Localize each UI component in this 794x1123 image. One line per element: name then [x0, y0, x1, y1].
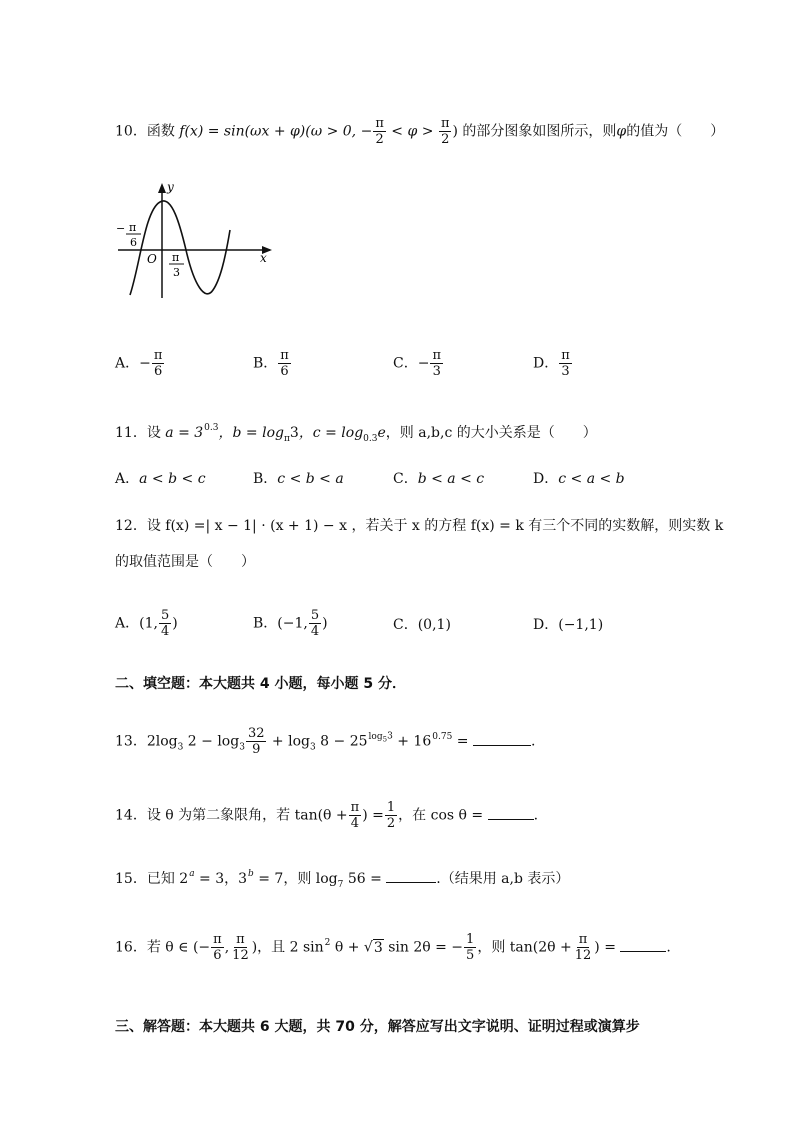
q15-stem — [115, 864, 569, 895]
fraction-denominator: 2 — [386, 816, 396, 831]
q10-text: 的值为（ ） — [626, 123, 725, 140]
q14-stem — [115, 800, 538, 831]
subscript: π — [283, 434, 290, 444]
option-letter: B． — [253, 355, 278, 372]
q12-option-b[interactable] — [253, 608, 328, 639]
fraction — [159, 608, 171, 639]
option-text: b < a < c — [417, 471, 485, 487]
option-letter: C． — [393, 355, 418, 372]
exponent-subscript: 5 — [382, 735, 388, 744]
option-letter: C． — [393, 617, 418, 633]
q13-stem — [115, 726, 535, 758]
question-number: 13． — [115, 733, 147, 750]
fraction-numerator: π — [153, 348, 163, 363]
expr-part: + 16 — [392, 733, 432, 750]
exponent: b — [248, 869, 254, 879]
q10-option-a[interactable] — [115, 348, 165, 379]
option-letter: D． — [533, 617, 559, 633]
answer-blank[interactable] — [473, 732, 531, 746]
q16-stem: 16．若 θ ∈ (− $\frac{\pi}{6}$ , $\frac{\pi}{12}$ )，且 2 $\sin^2 \theta + √3$ sin 2θ = − $\frac{1}{5}$ ，则 tan(2θ + $\frac{\pi}{12}$ ) = . — [115, 932, 671, 963]
fraction — [559, 348, 572, 379]
q12-text: 的取值范围是（ ） — [115, 554, 255, 570]
expr-part: , — [224, 939, 230, 956]
expr-part: .（结果用 a,b 表示） — [436, 871, 570, 887]
neg-tick-den: 6 — [130, 236, 137, 249]
expr-part: = 3，3 — [194, 871, 248, 887]
expr-part: 56 = — [343, 871, 387, 887]
option-letter: D． — [533, 471, 559, 487]
q10-text: ) 的部分图象如图所示，则 — [452, 123, 617, 140]
option-text: c < b < a — [277, 471, 344, 487]
exponent: 2 — [324, 937, 331, 948]
option-sign: − — [417, 355, 430, 372]
fraction — [278, 348, 291, 379]
fraction — [373, 116, 386, 147]
q11-c: ，c = log — [298, 425, 364, 441]
q11-a: a = 3 — [165, 425, 204, 441]
expr-part: + log — [267, 733, 310, 750]
fraction-numerator: π — [213, 932, 222, 947]
q11-text: ，则 a,b,c 的大小关系是（ ） — [385, 425, 597, 441]
q10-inequality: < φ > — [386, 123, 438, 140]
expr-part: ) = — [594, 939, 621, 956]
expr-part: 8 − 25 — [315, 733, 368, 750]
expr-part: )，且 2 sin — [251, 939, 324, 956]
q10-stem — [115, 116, 724, 147]
fraction-denominator: 4 — [310, 624, 320, 639]
option-letter: A． — [115, 615, 140, 632]
fraction-denominator: 12 — [574, 948, 592, 963]
fraction — [464, 932, 476, 963]
q12-text: 设 f(x) =| x − 1| · (x + 1) − x ，若关于 x 的方程 f(x) = k 有三个不同的实数解，则实数 k — [146, 518, 724, 534]
fraction-numerator: π — [440, 116, 450, 131]
fraction-numerator: 32 — [247, 726, 265, 741]
neg-tick-num: π — [129, 221, 137, 234]
answer-blank[interactable] — [488, 806, 534, 820]
exponent: 0.75 — [432, 731, 453, 742]
q10-option-d[interactable] — [533, 348, 573, 379]
subscript: 0.3 — [363, 434, 378, 444]
sqrt-radicand: 3 — [373, 939, 383, 956]
fraction-numerator: 1 — [386, 800, 396, 815]
fraction-denominator: 4 — [160, 624, 170, 639]
fraction — [349, 800, 362, 831]
fraction-numerator: π — [432, 348, 441, 363]
q12-stem-line2 — [115, 552, 255, 572]
q11-option-a[interactable] — [115, 468, 206, 488]
question-number: 12． — [115, 518, 147, 534]
subscript: 3 — [239, 742, 245, 753]
subscript: 3 — [309, 742, 316, 753]
pos-tick-num: π — [172, 251, 180, 264]
option-letter: A． — [115, 471, 140, 487]
fraction-denominator: 6 — [213, 948, 222, 963]
origin-label: O — [147, 252, 157, 266]
expr-part: . — [533, 807, 539, 824]
q10-option-c[interactable] — [393, 348, 444, 379]
expr-part: ，在 cos θ = — [398, 807, 488, 824]
subscript: 7 — [337, 880, 344, 890]
question-number: 11． — [115, 425, 147, 441]
exponent: 3 — [387, 731, 393, 742]
y-axis-arrow — [158, 183, 166, 193]
q10-option-b[interactable] — [253, 348, 292, 379]
fraction — [211, 932, 224, 963]
q11-text: 设 — [146, 425, 161, 441]
fraction-numerator: 1 — [466, 932, 475, 947]
fraction — [230, 932, 251, 963]
fraction-denominator: 3 — [561, 364, 570, 379]
fraction-denominator: 6 — [153, 364, 163, 379]
x-axis-label: x — [260, 251, 267, 265]
fraction-denominator: 2 — [375, 132, 384, 147]
answer-blank[interactable] — [386, 869, 436, 883]
exponent: log — [368, 731, 383, 742]
question-number: 10． — [115, 123, 147, 140]
fraction-denominator: 4 — [350, 816, 360, 831]
option-letter: A． — [115, 355, 140, 372]
option-text: (0,1) — [417, 617, 451, 633]
fraction-numerator: π — [350, 800, 360, 815]
question-number: 15． — [115, 871, 147, 887]
fraction-denominator: 3 — [432, 364, 441, 379]
fraction-denominator: 2 — [441, 132, 450, 147]
y-axis-label: y — [167, 180, 174, 194]
fraction — [573, 932, 594, 963]
q11-c-arg: e — [377, 425, 386, 441]
q11-option-d[interactable] — [533, 468, 625, 488]
option-letter: B． — [253, 615, 278, 632]
neg-tick-sign: − — [116, 222, 126, 235]
option-sign: − — [139, 355, 151, 372]
section-heading-fill-in: 二、填空题：本大题共 4 小题，每小题 5 分． — [115, 676, 406, 692]
q11-b-arg: 3 — [289, 425, 299, 441]
option-text: c < a < b — [558, 471, 625, 487]
fraction-numerator: π — [561, 348, 570, 363]
option-letter: D． — [533, 355, 559, 372]
expr-part: 设 θ 为第二象限角，若 tan(θ + — [146, 807, 348, 824]
option-letter: C． — [393, 471, 418, 487]
fraction — [152, 348, 165, 379]
fraction-denominator: 9 — [252, 742, 261, 757]
question-number: 16． — [115, 939, 147, 956]
expr-part: ，则 tan(2θ + — [477, 939, 572, 956]
fraction — [309, 608, 321, 639]
exponent: a — [189, 869, 195, 879]
fraction — [430, 348, 443, 379]
q12-option-d[interactable] — [533, 614, 603, 634]
answer-blank[interactable] — [620, 938, 666, 952]
exponent: 0.3 — [204, 423, 219, 433]
fraction-denominator: 12 — [232, 948, 249, 963]
fraction-numerator: π — [375, 116, 384, 131]
q12-stem-line1 — [115, 516, 723, 536]
expr-part: θ + — [330, 939, 364, 956]
expr-part: 已知 2 — [146, 871, 189, 887]
option-text: (−1,1) — [558, 617, 604, 633]
fraction-numerator: 5 — [310, 608, 320, 623]
q10-text: 函数 — [146, 123, 175, 140]
q12-option-a[interactable] — [115, 608, 178, 639]
q11-stem — [115, 418, 597, 449]
option-text: ) — [322, 615, 328, 632]
expr-part: 2 − log — [183, 733, 240, 750]
fraction-denominator: 5 — [466, 948, 475, 963]
option-text: (1, — [139, 615, 158, 632]
fraction-numerator: 5 — [160, 608, 170, 623]
expr-part: = 7，则 log — [253, 871, 338, 887]
fraction — [439, 116, 452, 147]
fraction-numerator: π — [578, 932, 588, 947]
fraction-denominator: 6 — [280, 364, 289, 379]
section-heading-solutions: 三、解答题：本大题共 6 大题，共 70 分，解答应写出文字说明、证明过程或演算步 — [115, 1019, 640, 1035]
sine-curve — [130, 201, 230, 295]
q10-phi: φ — [616, 123, 627, 140]
fraction — [385, 800, 397, 831]
option-text: a < b < c — [139, 471, 206, 487]
expr-part: . — [530, 733, 536, 750]
fraction-numerator: π — [280, 348, 289, 363]
q11-option-c[interactable] — [393, 468, 484, 488]
expr-part: ) = — [362, 807, 384, 824]
expr-part: . — [666, 939, 671, 956]
pos-tick-den: 3 — [173, 266, 180, 279]
fraction — [246, 726, 267, 757]
sine-graph — [110, 180, 280, 305]
expr-part: 2log — [146, 733, 178, 750]
subscript: 3 — [177, 742, 184, 753]
expr-part: 若 θ ∈ (− — [146, 939, 211, 956]
q10-function: f(x) = sin(ωx + φ)(ω > 0, − — [179, 123, 373, 140]
option-letter: B． — [253, 471, 278, 487]
question-number: 14． — [115, 807, 147, 824]
option-text: ) — [172, 615, 178, 632]
expr-part: = — [452, 733, 473, 750]
q12-option-c[interactable] — [393, 614, 451, 634]
expr-part: sin 2θ = − — [383, 939, 464, 956]
fraction-numerator: π — [236, 932, 245, 947]
option-text: (−1, — [277, 615, 308, 632]
q11-option-b[interactable] — [253, 468, 344, 488]
q11-b: ，b = log — [218, 425, 284, 441]
